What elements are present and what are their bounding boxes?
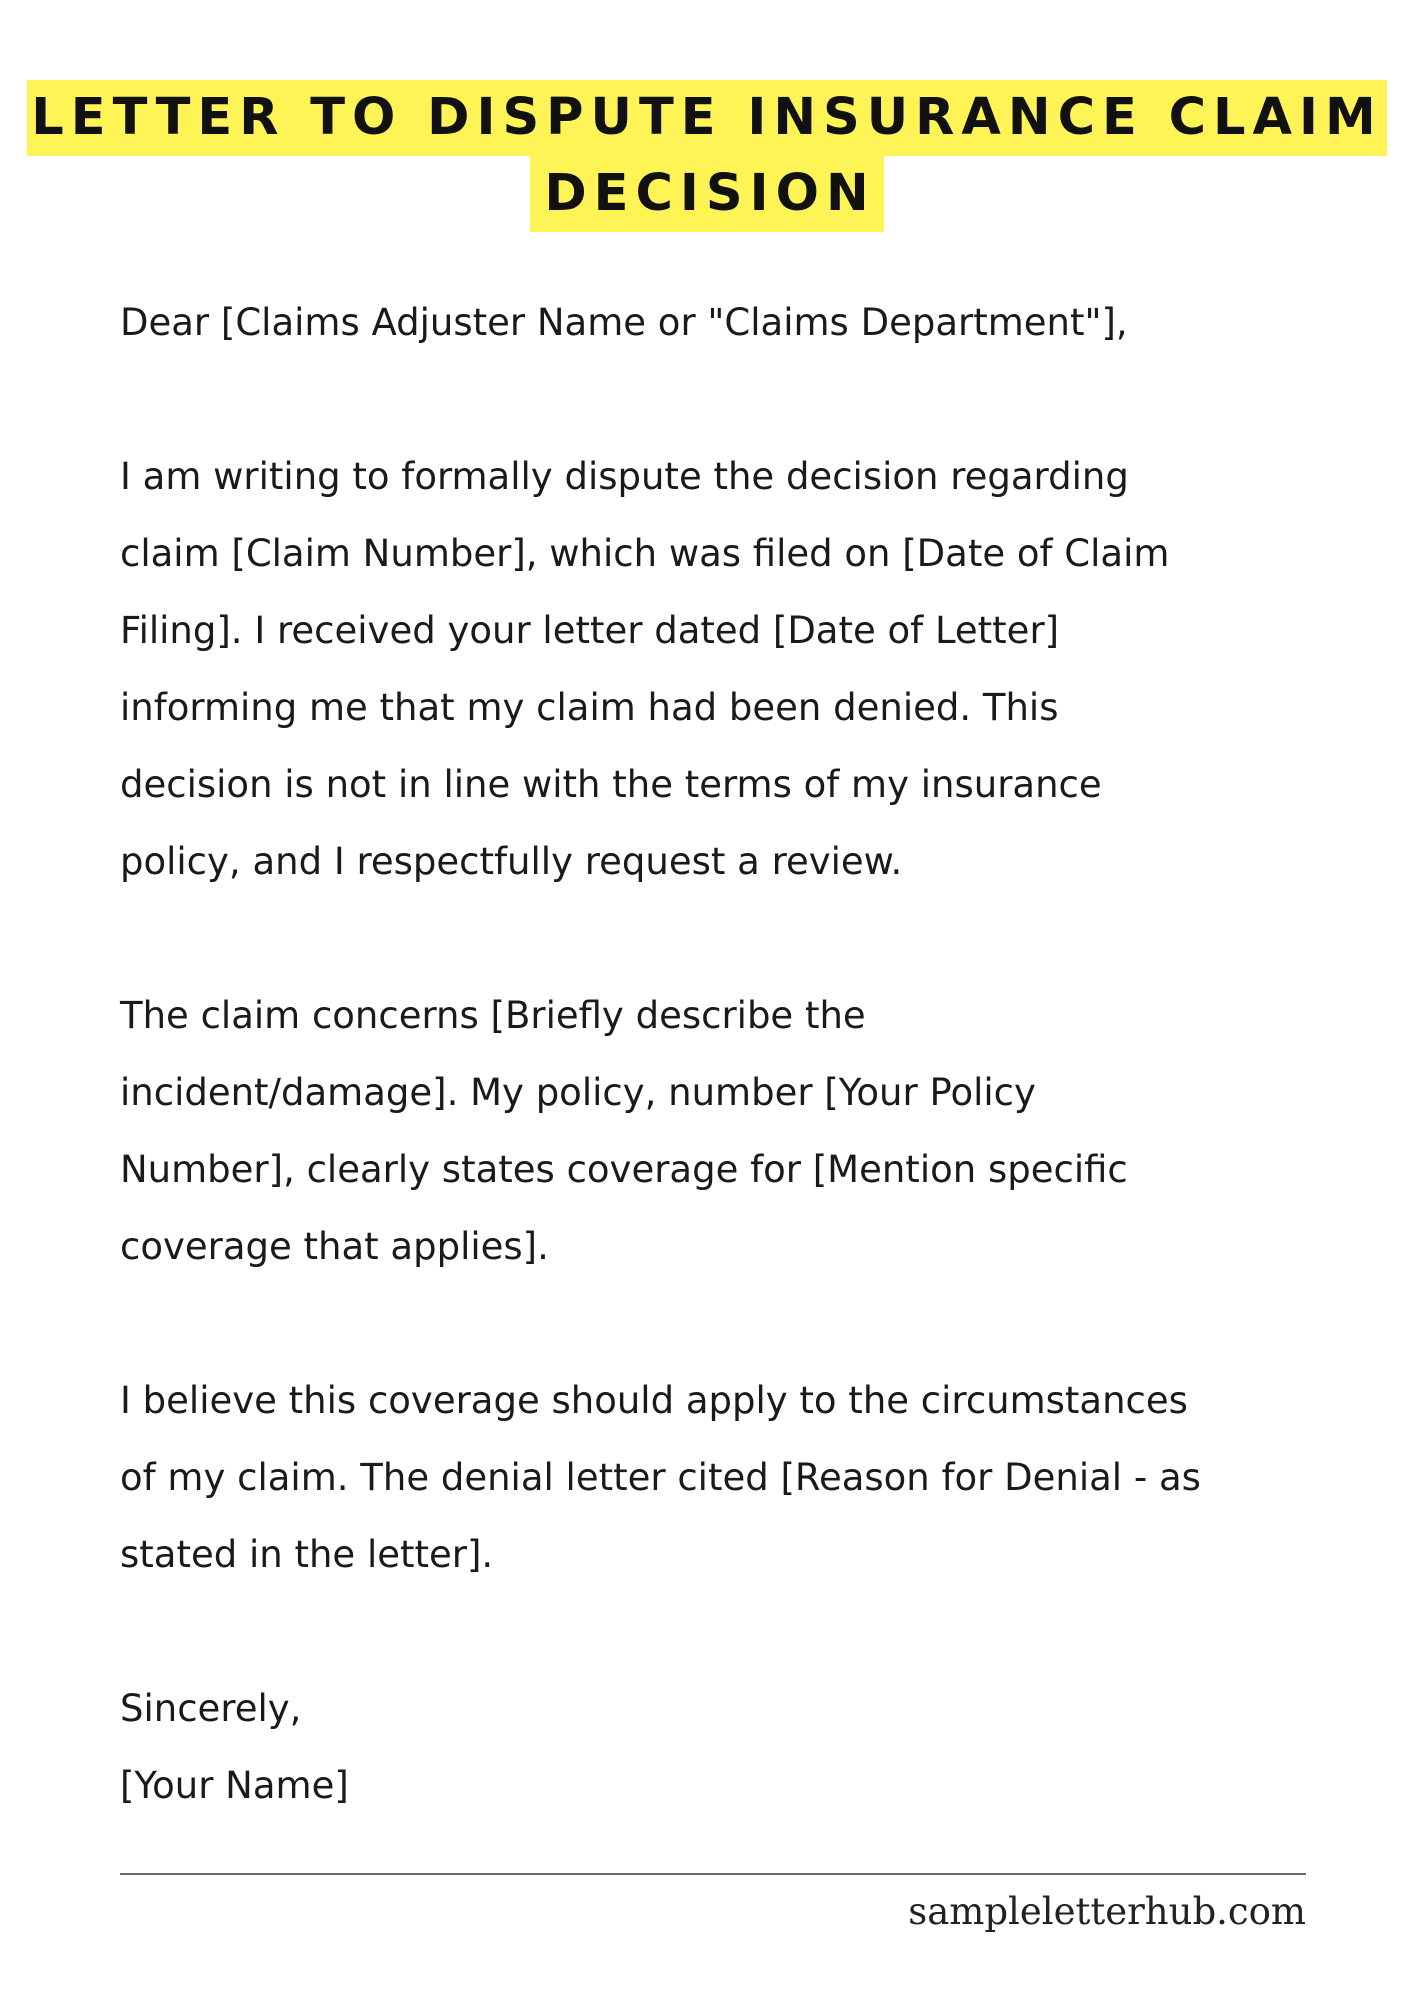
letter-title — [0, 80, 1414, 232]
closing: Sincerely, — [120, 1687, 302, 1730]
footer-site: sampleletterhub.com — [908, 1890, 1306, 1933]
paragraph-line: Filing]. I received your letter dated [Date of Letter] — [120, 609, 1060, 652]
paragraph-line: The claim concerns [Briefly describe the — [120, 994, 866, 1037]
letter-body — [120, 284, 1360, 1824]
paragraph-line: policy, and I respectfully request a review. — [120, 840, 903, 883]
paragraph-line: of my claim. The denial letter cited [Reason for Denial - as — [120, 1456, 1201, 1499]
footer-divider — [120, 1873, 1306, 1875]
paragraph-line: decision is not in line with the terms of my insurance — [120, 763, 1102, 806]
paragraph-line: incident/damage]. My policy, number [Your Policy — [120, 1071, 1036, 1114]
paragraph-line: I believe this coverage should apply to the circumstances — [120, 1379, 1188, 1422]
paragraph-line: claim [Claim Number], which was filed on [Date of Claim — [120, 532, 1170, 575]
salutation: Dear [Claims Adjuster Name or "Claims Department"], — [120, 301, 1128, 344]
title-line-2: DECISION — [530, 156, 883, 232]
title-line-1: LETTER TO DISPUTE INSURANCE CLAIM — [27, 80, 1387, 156]
paragraph-2 — [120, 977, 1360, 1285]
paragraph-line: coverage that applies]. — [120, 1225, 549, 1268]
paragraph-line: informing me that my claim had been denied. This — [120, 686, 1059, 729]
paragraph-1 — [120, 438, 1360, 900]
signature: [Your Name] — [120, 1764, 349, 1807]
paragraph-line: Number], clearly states coverage for [Mention specific — [120, 1148, 1128, 1191]
paragraph-line: stated in the letter]. — [120, 1533, 494, 1576]
paragraph-line: I am writing to formally dispute the decision regarding — [120, 455, 1129, 498]
paragraph-3 — [120, 1362, 1360, 1593]
